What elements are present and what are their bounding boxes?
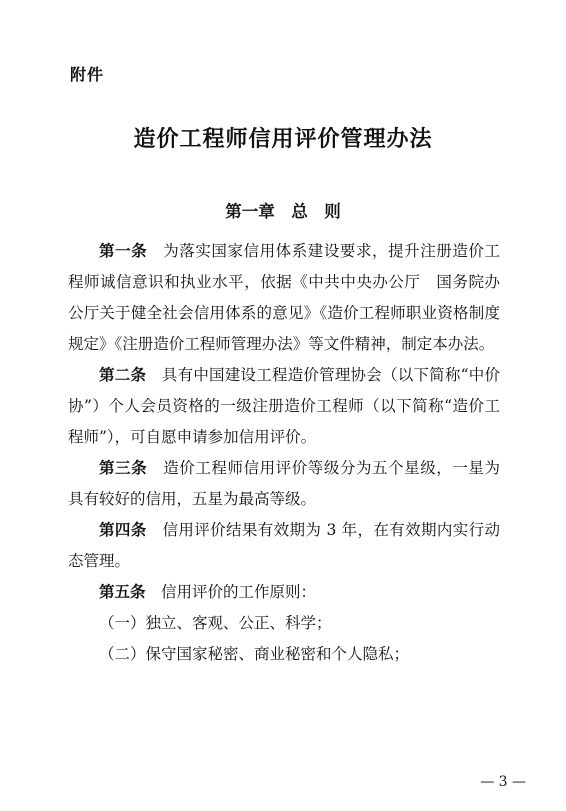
list-item-text: （二）保守国家秘密、商业秘密和个人隐私； — [99, 645, 410, 663]
list-item — [68, 639, 500, 670]
article-text: 为落实国家信用体系建设要求，提升注册造价工程师诚信意识和执业水平，依据《中共中央办公厅 国务院办公厅关于健全社会信用体系的意见》《造价工程师职业资格制度规定》《注册造价工程师管理办法》等文件精神，制定本办法。 — [68, 242, 500, 353]
attachment-label: 附件 — [70, 65, 105, 84]
list-item — [68, 608, 500, 639]
article-text: 信用评价结果有效期为 3 年，在有效期内实行动态管理。 — [68, 521, 500, 570]
article-number: 第三条 — [99, 459, 148, 477]
article-paragraph — [68, 236, 500, 360]
article-number: 第五条 — [99, 583, 146, 601]
page-number: — 3 — — [480, 774, 526, 790]
article-paragraph — [68, 453, 500, 515]
article-text: 信用评价的工作原则： — [145, 583, 317, 601]
article-paragraph — [68, 577, 500, 608]
article-paragraph — [68, 515, 500, 577]
document-body — [68, 236, 500, 670]
article-number: 第一条 — [99, 242, 148, 260]
document-title: 造价工程师信用评价管理办法 — [133, 126, 433, 152]
list-item-text: （一）独立、客观、公正、科学； — [99, 614, 332, 632]
chapter-heading: 第一章 总 则 — [225, 202, 341, 221]
article-number: 第四条 — [99, 521, 147, 539]
article-paragraph — [68, 360, 500, 453]
article-text: 具有中国建设工程造价管理协会（以下简称“中价协”）个人会员资格的一级注册造价工程师（以下简称“造价工程师”），可自愿申请参加信用评价。 — [68, 366, 500, 446]
article-number: 第二条 — [99, 366, 147, 384]
article-text: 造价工程师信用评价等级分为五个星级，一星为具有较好的信用，五星为最高等级。 — [68, 459, 500, 508]
